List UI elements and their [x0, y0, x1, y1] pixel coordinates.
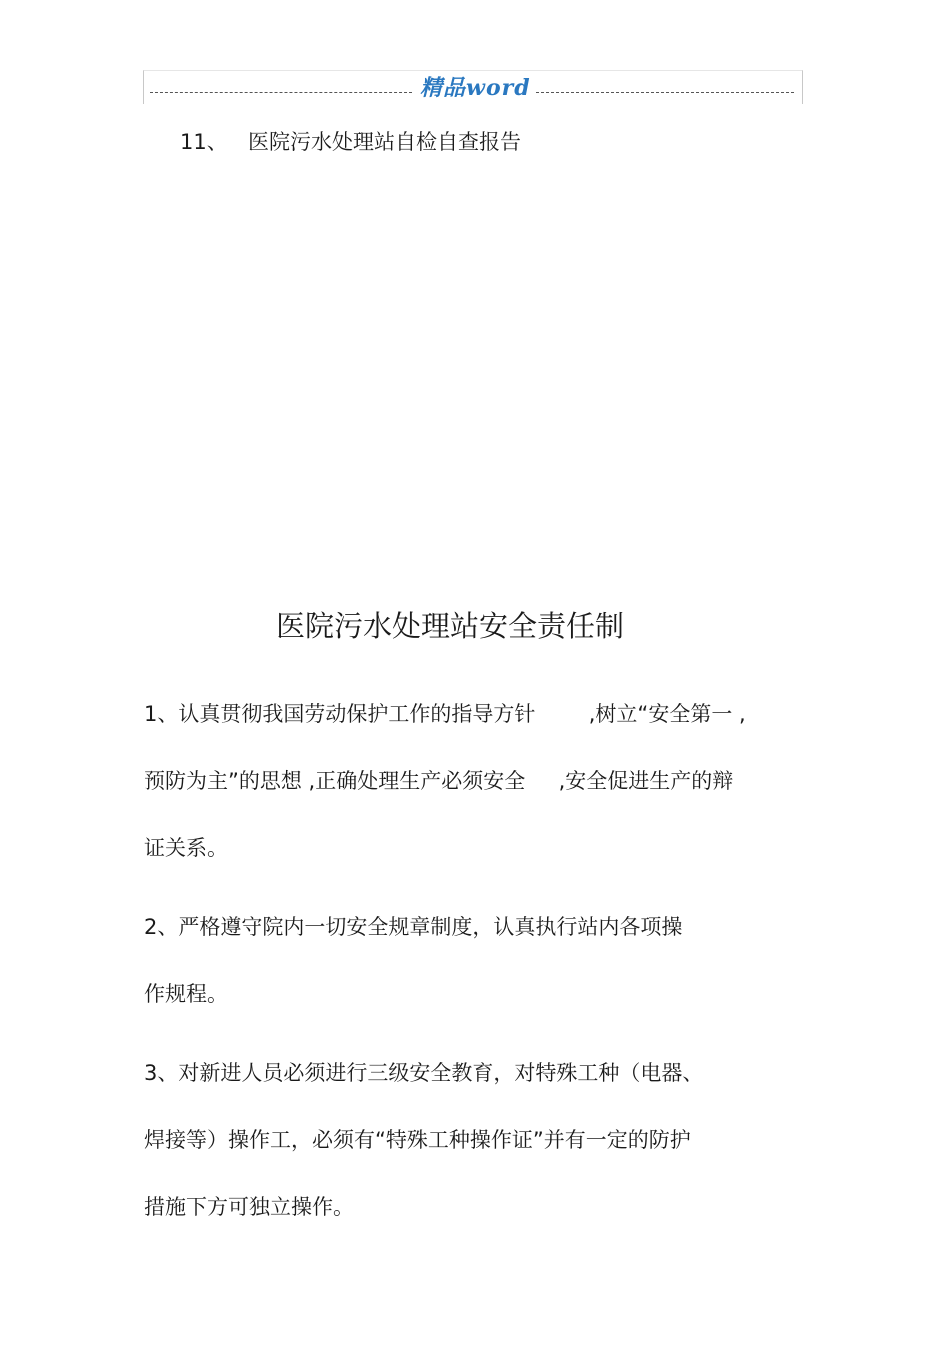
paragraph-3-line-2: 焊接等）操作工，必须有“特殊工种操作证”并有一定的防护 [144, 1128, 691, 1152]
page-header [143, 70, 803, 104]
document-title: 医院污水处理站安全责任制 [275, 609, 624, 643]
paragraph-2-line-2: 作规程。 [144, 982, 228, 1006]
header-dashed-rule-right [536, 92, 794, 93]
paragraph-3-line-3: 措施下方可独立操作。 [144, 1195, 354, 1219]
header-logo: 精品word [420, 75, 531, 101]
paragraph-3-line-1: 3、对新进人员必须进行三级安全教育，对特殊工种（电器、 [144, 1061, 704, 1085]
paragraph-1-line-3: 证关系。 [144, 836, 228, 860]
header-dashed-rule-left [150, 92, 412, 93]
toc-entry [180, 128, 521, 156]
paragraph-1-line-1: 1、认真贯彻我国劳动保护工作的指导方针 ,树立“安全第一 , [144, 702, 746, 726]
toc-entry-number: 11、 [180, 130, 228, 154]
paragraph-2-line-1: 2、严格遵守院内一切安全规章制度，认真执行站内各项操 [144, 915, 683, 939]
toc-entry-title: 医院污水处理站自检自查报告 [248, 130, 521, 154]
paragraph-1-line-2: 预防为主”的思想 ,正确处理生产必须安全 ,安全促进生产的辩 [144, 769, 734, 793]
